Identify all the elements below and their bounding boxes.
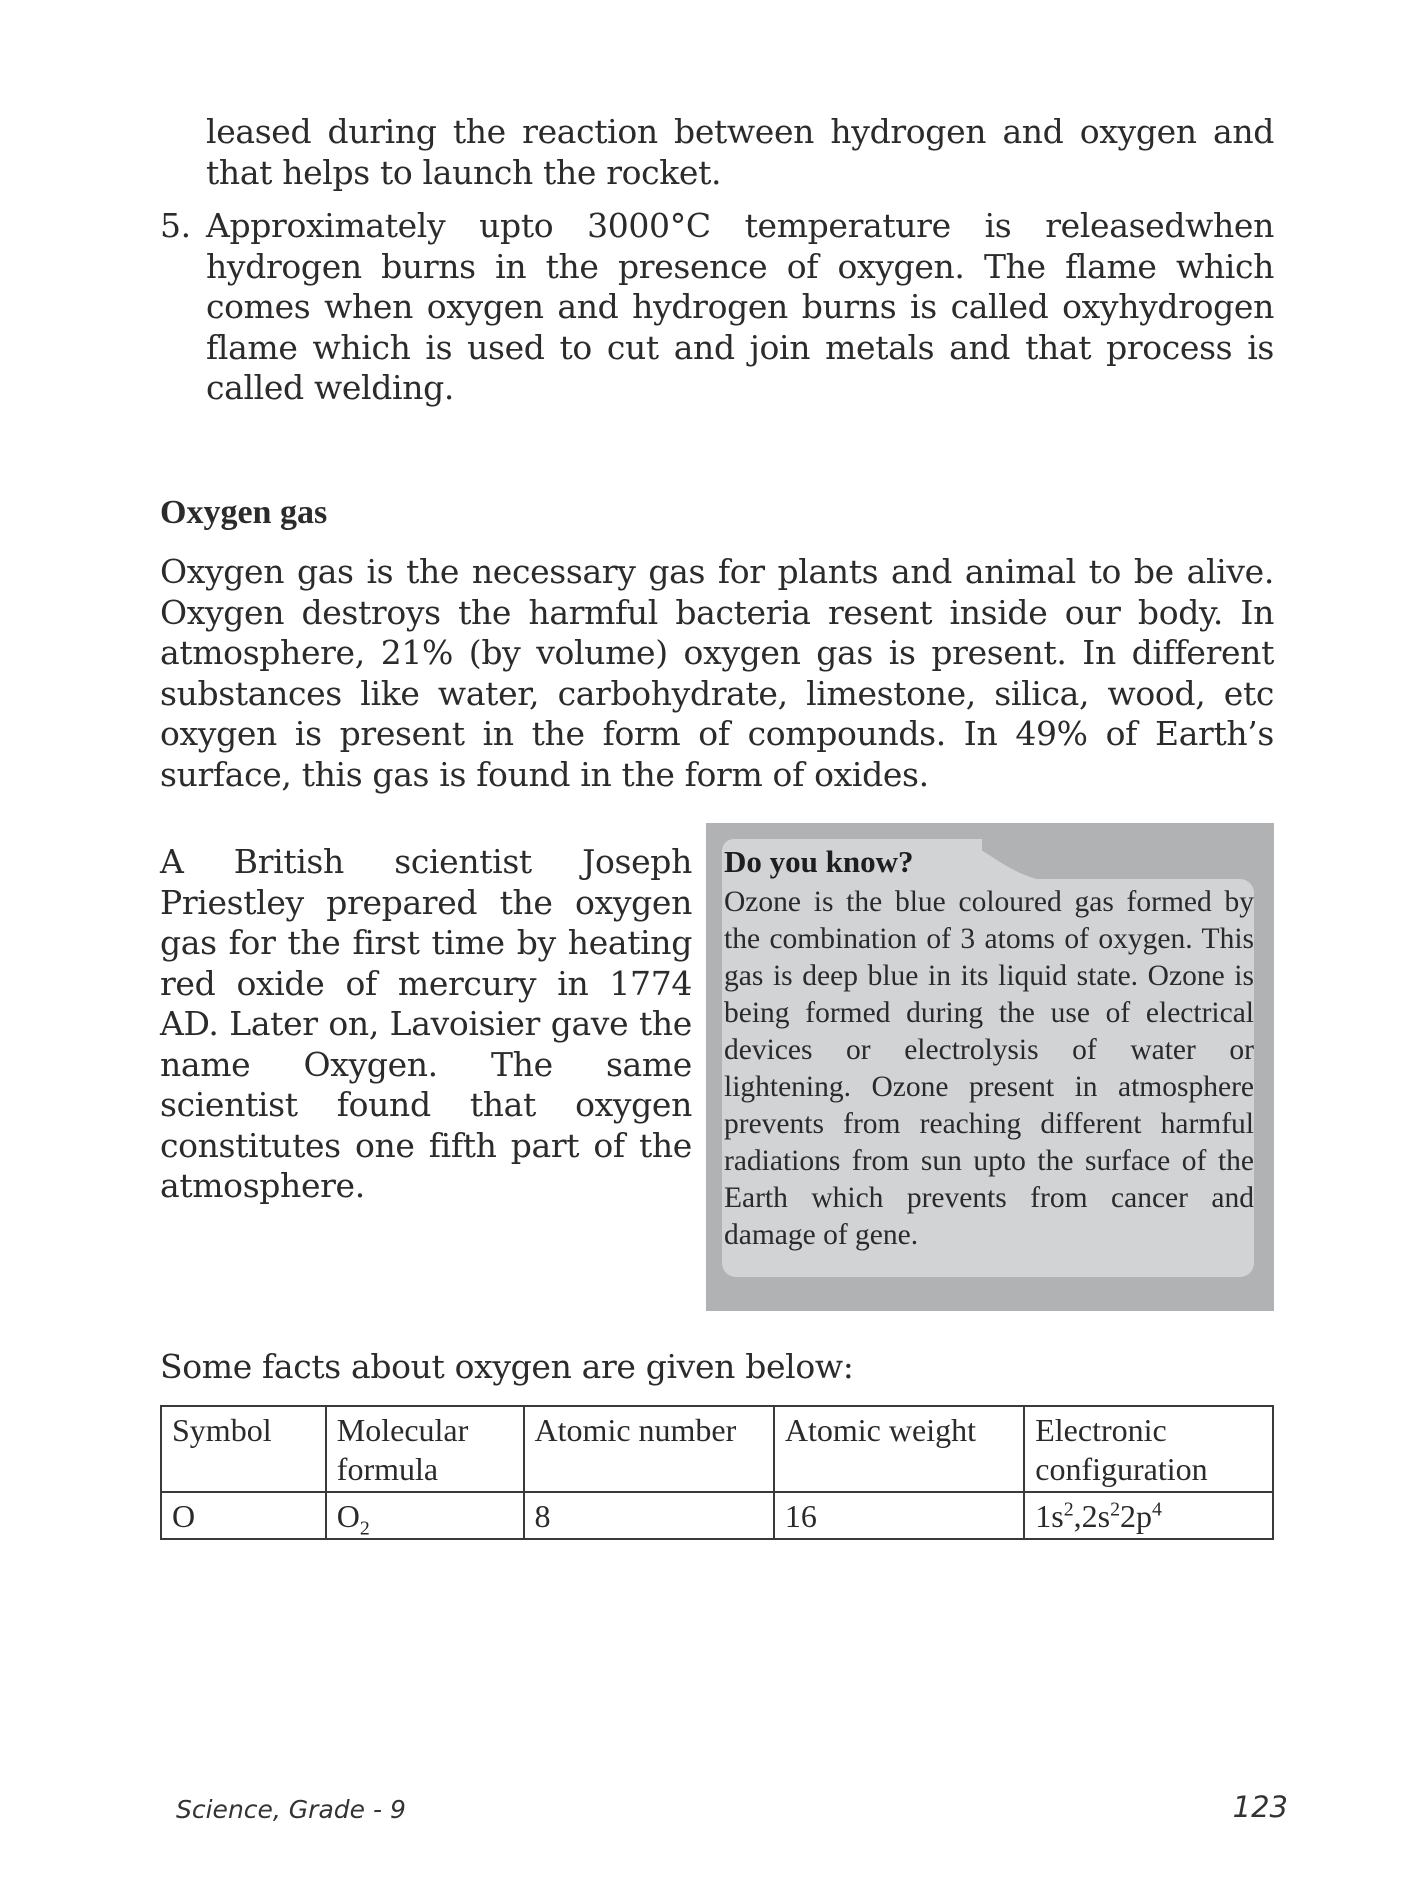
config-2s: ,2s: [1073, 1498, 1111, 1534]
list-item-5: [160, 206, 1274, 409]
table-header-row: [161, 1406, 1273, 1492]
formula-subscript: 2: [359, 1517, 370, 1540]
header-molecular-formula: Molecular formula: [326, 1406, 524, 1492]
formula-base: O: [336, 1498, 360, 1534]
continuation-paragraph: leased during the reaction between hydrogen and oxygen and that helps to launch the rocket.: [206, 112, 1274, 192]
header-symbol: Symbol: [161, 1406, 326, 1492]
cell-electronic-configuration: [1024, 1492, 1273, 1539]
cell-symbol: O: [161, 1492, 326, 1539]
cell-atomic-number: 8: [524, 1492, 774, 1539]
config-1s-sup: 2: [1063, 1498, 1074, 1521]
config-2p: 2p: [1119, 1498, 1152, 1534]
section-heading: Oxygen gas: [160, 494, 328, 531]
config-2s-sup: 2: [1110, 1498, 1120, 1521]
config-2p-sup: 4: [1151, 1498, 1162, 1521]
header-atomic-number: Atomic number: [524, 1406, 774, 1492]
page-number: 123: [1232, 1790, 1288, 1824]
header-electronic-configuration: Electronic configuration: [1024, 1406, 1273, 1492]
list-item-text: Approximately upto 3000°C temperature is releasedwhen hydrogen burns in the presence of oxygen. The flame which comes when oxygen and hydrogen burns is called oxyhydrogen flame which is used to cut and join metals and that process is called welding.: [206, 206, 1274, 407]
list-item-number: 5.: [160, 206, 191, 245]
config-1s: 1s: [1035, 1498, 1064, 1534]
cell-molecular-formula: [326, 1492, 524, 1539]
table-row: [161, 1492, 1273, 1539]
intro-paragraph: Oxygen gas is the necessary gas for plants and animal to be alive. Oxygen destroys the harmful bacteria resent inside our body. In atmosphere, 21% (by volume) oxygen gas is present. In different substances like water, carbohydrate, limestone, silica, wood, etc oxygen is present in the form of compounds. In 49% of Earth’s surface, this gas is found in the form of oxides.: [160, 552, 1274, 794]
facts-intro: Some facts about oxygen are given below:: [160, 1347, 854, 1386]
info-box-body: Ozone is the blue coloured gas formed by the combination of 3 atoms of oxygen. This gas is deep blue in its liquid state. Ozone is being formed during the use of electrical devices or electrolysis of water or lightening. Ozone present in atmosphere prevents from reaching different harmful radiations from sun upto the surface of the Earth which prevents from cancer and damage of gene.: [724, 886, 1254, 1251]
footer-book-title: Science, Grade - 9: [176, 1795, 406, 1824]
priestley-paragraph: A British scientist Joseph Priestley prepared the oxygen gas for the first time by heating red oxide of mercury in 1774 AD. Later on, Lavoisier gave the name Oxygen. The same scientist found that oxygen constitutes one fifth part of the atmosphere.: [160, 842, 692, 1205]
oxygen-facts-table: [160, 1405, 1274, 1540]
info-box-tab-curve: [946, 839, 1066, 883]
info-box-title: Do you know?: [724, 844, 914, 879]
header-atomic-weight: Atomic weight: [774, 1406, 1024, 1492]
do-you-know-box: [706, 823, 1274, 1311]
cell-atomic-weight: 16: [774, 1492, 1024, 1539]
